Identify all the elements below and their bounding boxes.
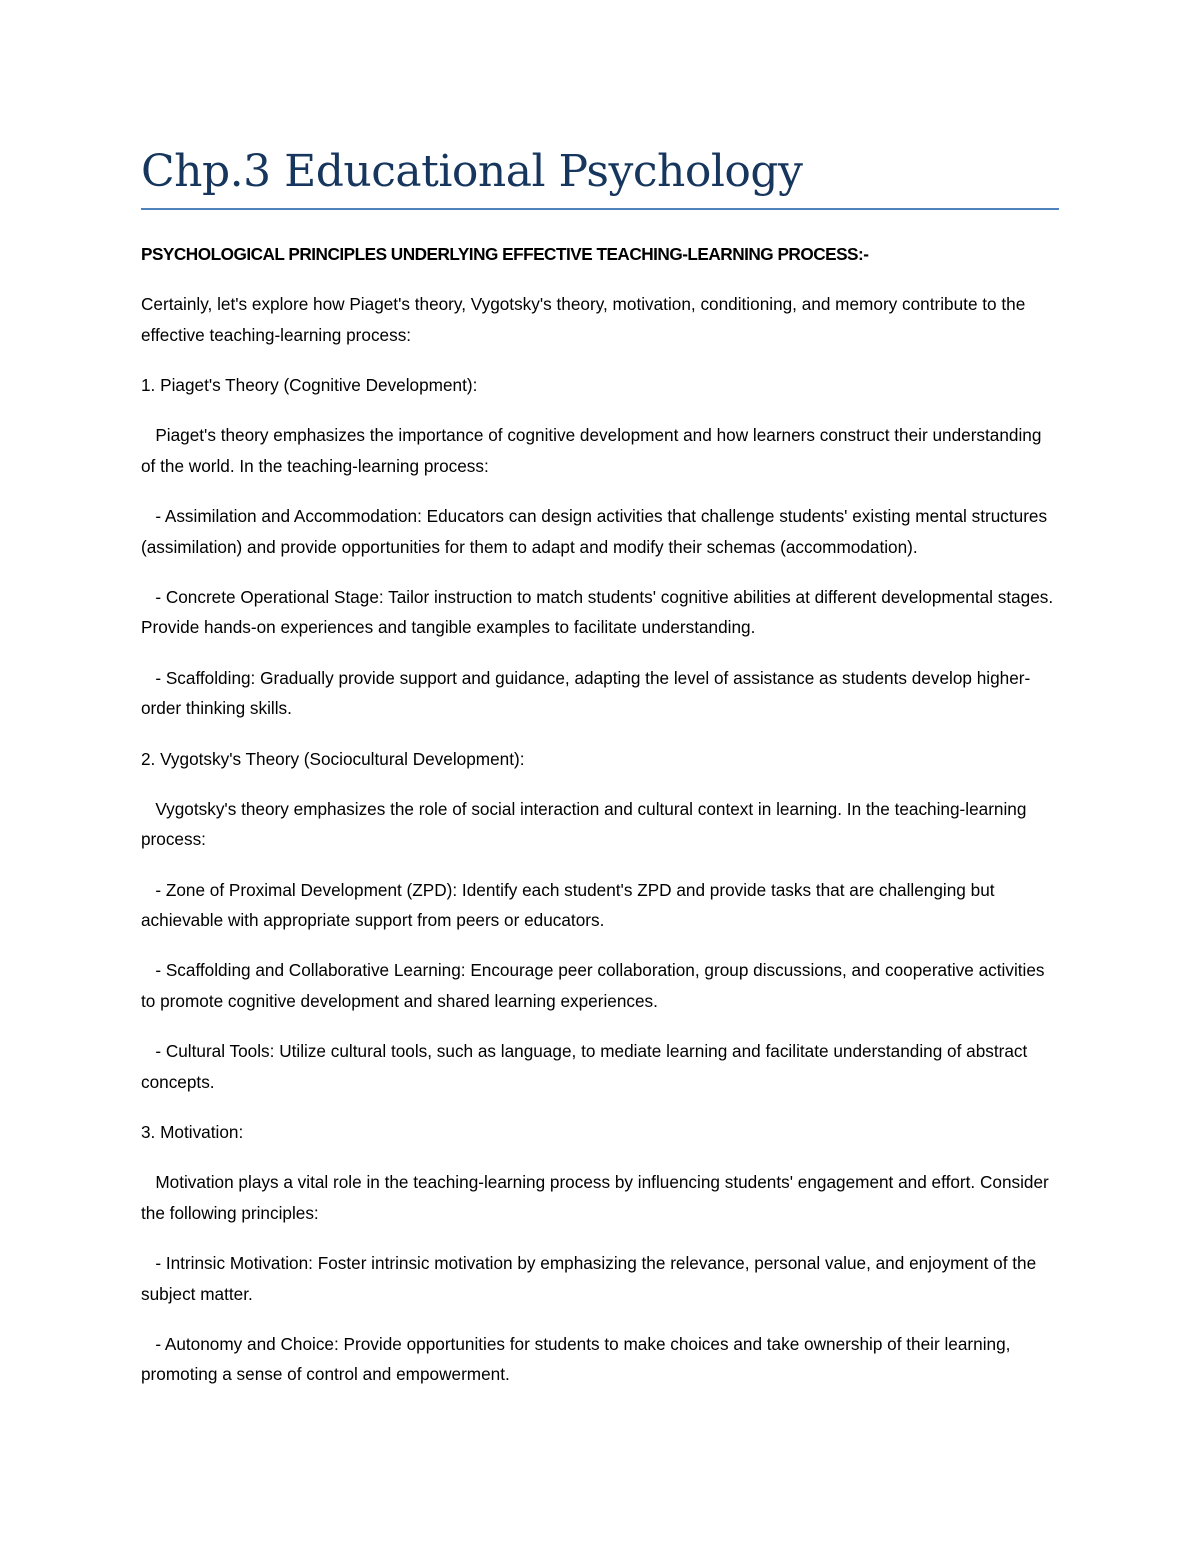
vygotsky-heading: 2. Vygotsky's Theory (Sociocultural Development): (141, 748, 525, 769)
motivation-intrinsic-item: - Intrinsic Motivation: Foster intrinsic motivation by emphasizing the relevance, personal value, and enjoyment of the subject matter. (141, 1253, 1041, 1304)
title-underline (141, 208, 1059, 210)
section-heading: PSYCHOLOGICAL PRINCIPLES UNDERLYING EFFECTIVE TEACHING-LEARNING PROCESS:- (141, 244, 869, 264)
vygotsky-zpd-item: - Zone of Proximal Development (ZPD): Identify each student's ZPD and provide tasks that are challenging but achievable with appropriate support from peers or educators. (141, 879, 1000, 931)
vygotsky-overview: Vygotsky's theory emphasizes the role of social interaction and cultural context in learning. In the teaching-learning process: (141, 798, 1032, 850)
piaget-assimilation-item: - Assimilation and Accommodation: Educators can design activities that challenge students' existing mental structures (assimilation) and provide opportunities for them to adapt and modify their schemas (accommodation). (141, 506, 1052, 557)
motivation-heading: 3. Motivation: (141, 1122, 244, 1143)
motivation-autonomy-item: - Autonomy and Choice: Provide opportunities for students to make choices and take ownership of their learning, promoting a sense of control and empowerment. (141, 1333, 1016, 1385)
document-title: Chp.3 Educational Psychology (141, 146, 803, 197)
piaget-concrete-operational-item: - Concrete Operational Stage: Tailor instruction to match students' cognitive abilities at different developmental stages. Provide hands-on experiences and tangible examples to facilitate understanding. (141, 586, 1058, 638)
vygotsky-collaborative-item: - Scaffolding and Collaborative Learning: Encourage peer collaboration, group discussions, and cooperative activities to promote cognitive development and shared learning experiences. (141, 960, 1050, 1011)
document-body (141, 239, 1059, 1410)
intro-paragraph: Certainly, let's explore how Piaget's theory, Vygotsky's theory, motivation, conditioning, and memory contribute to the effective teaching-learning process: (141, 294, 1031, 345)
piaget-scaffolding-item: - Scaffolding: Gradually provide support and guidance, adapting the level of assistance as students develop higher-order thinking skills. (141, 667, 1031, 719)
piaget-overview: Piaget's theory emphasizes the importance of cognitive development and how learners construct their understanding of the world. In the teaching-learning process: (141, 425, 1047, 476)
vygotsky-cultural-tools-item: - Cultural Tools: Utilize cultural tools, such as language, to mediate learning and facilitate understanding of abstract concepts. (141, 1041, 1033, 1092)
motivation-overview: Motivation plays a vital role in the teaching-learning process by influencing students' engagement and effort. Consider the following principles: (141, 1172, 1054, 1223)
piaget-heading: 1. Piaget's Theory (Cognitive Development): (141, 375, 478, 396)
